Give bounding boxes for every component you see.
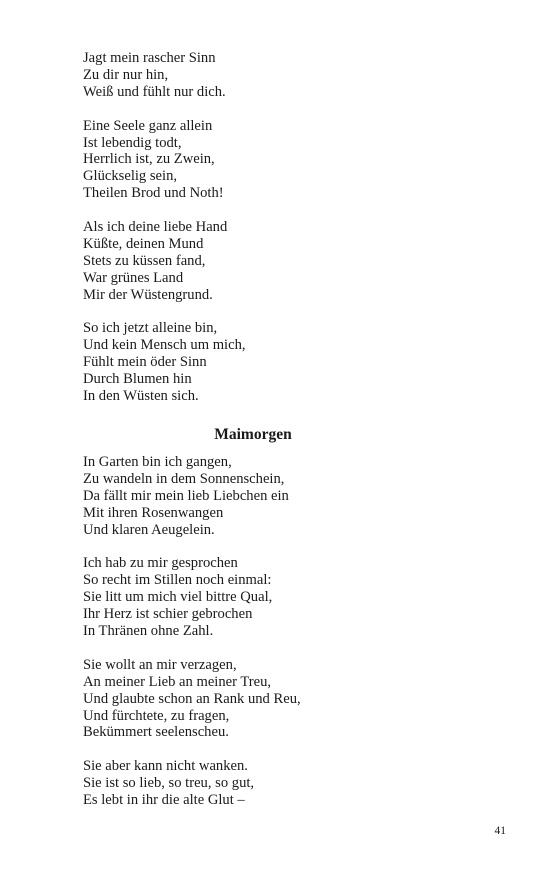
stanza	[83, 320, 483, 405]
verse-line: Ich hab zu mir gesprochen	[83, 555, 238, 572]
verse-line: Bekümmert seelenscheu.	[83, 724, 229, 741]
verse-line: Zu wandeln in dem Sonnenschein,	[83, 470, 285, 487]
verse-line: Mir der Wüstengrund.	[83, 286, 213, 303]
verse-line: Eine Seele ganz allein	[83, 117, 213, 134]
verse-line: In Thränen ohne Zahl.	[83, 623, 214, 640]
verse-line: Glückselig sein,	[83, 168, 178, 185]
verse-line: Da fällt mir mein lieb Liebchen ein	[83, 487, 289, 504]
verse-line: Und kein Mensch um mich,	[83, 337, 246, 354]
stanza	[83, 657, 483, 742]
verse-line: Und fürchtete, zu fragen,	[83, 707, 230, 724]
verse-line: Herrlich ist, zu Zwein,	[83, 151, 215, 168]
verse-line: Sie ist so lieb, so treu, so gut,	[83, 775, 255, 792]
verse-line: Durch Blumen hin	[83, 371, 192, 388]
verse-line: In Garten bin ich gangen,	[83, 453, 232, 470]
verse-line: Theilen Brod und Noth!	[83, 185, 224, 202]
verse-line: Zu dir nur hin,	[83, 66, 169, 83]
verse-line: Fühlt mein öder Sinn	[83, 354, 207, 371]
verse-line: Ist lebendig todt,	[83, 134, 182, 151]
stanza	[83, 219, 483, 304]
verse-line: Sie wollt an mir verzagen,	[83, 656, 237, 673]
stanza	[83, 454, 483, 539]
verse-line: Sie aber kann nicht wanken.	[83, 758, 248, 775]
stanza	[83, 50, 483, 101]
verse-line: Ihr Herz ist schier gebrochen	[83, 606, 253, 623]
verse-line: War grünes Land	[83, 269, 184, 286]
verse-line: Jagt mein rascher Sinn	[83, 50, 216, 66]
verse-line: Weiß und fühlt nur dich.	[83, 83, 226, 100]
stanza	[83, 555, 483, 640]
verse-line: An meiner Lieb an meiner Treu,	[83, 673, 272, 690]
verse-line: Stets zu küssen fand,	[83, 252, 206, 269]
verse-line: In den Wüsten sich.	[83, 388, 199, 405]
verse-line: Es lebt in ihr die alte Glut –	[83, 792, 245, 809]
stanza	[83, 758, 483, 809]
verse-line: Als ich deine liebe Hand	[83, 219, 228, 236]
verse-line: So recht im Stillen noch einmal:	[83, 572, 272, 589]
poem-title: Maimorgen	[214, 425, 292, 443]
page-number: 41	[494, 825, 506, 837]
verse-line: Und glaubte schon an Rank und Reu,	[83, 690, 301, 707]
verse-line: Und klaren Aeugelein.	[83, 521, 215, 538]
stanza	[83, 118, 483, 203]
verse-line: Mit ihren Rosenwangen	[83, 504, 224, 521]
verse-line: Sie litt um mich viel bittre Qual,	[83, 589, 273, 606]
page-text	[83, 50, 483, 809]
verse-line: Küßte, deinen Mund	[83, 235, 204, 252]
verse-line: So ich jetzt alleine bin,	[83, 320, 218, 337]
